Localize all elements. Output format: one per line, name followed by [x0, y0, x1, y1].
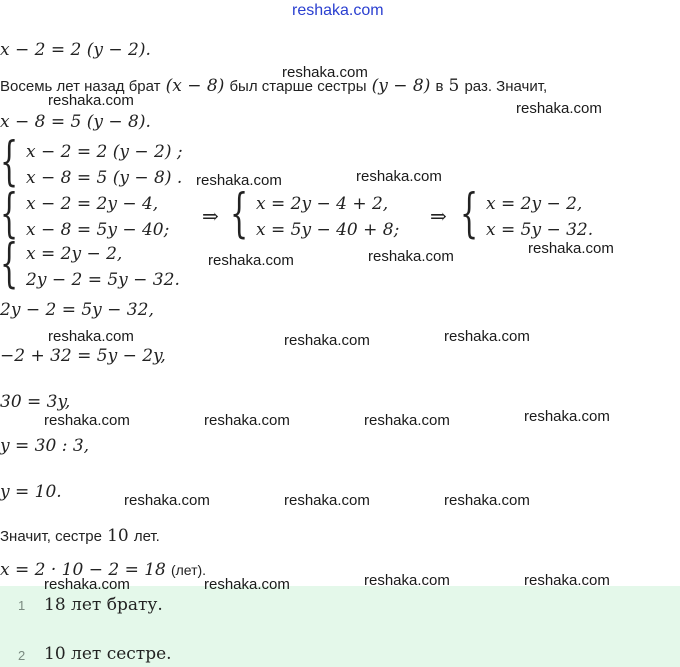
step-3: 30 = 3y, [0, 392, 71, 412]
system-3-line-2: x = 5y − 40 + 8; [256, 220, 400, 240]
sentence-part-1: Восемь лет назад брат [0, 78, 161, 95]
system-1-line-2: x − 8 = 5 (y − 8) . [26, 168, 183, 188]
system-3-line-1: x = 2y − 4 + 2, [256, 194, 389, 214]
system-5-line-2: 2y − 2 = 5y − 32. [26, 270, 180, 290]
system-1-brace: { [0, 132, 19, 192]
final-eq: x = 2 · 10 − 2 = 18 [0, 560, 166, 580]
conclusion-text: Значит, сестре [0, 528, 102, 545]
system-4-line-1: x = 2y − 2, [486, 194, 583, 214]
watermark: reshaka.com [44, 412, 130, 429]
site-link[interactable]: reshaka.com [292, 2, 384, 19]
system-5-brace: { [0, 234, 19, 294]
watermark: reshaka.com [368, 248, 454, 265]
conclusion [0, 526, 160, 546]
watermark: reshaka.com [524, 408, 610, 425]
watermark: reshaka.com [364, 572, 450, 589]
watermark: reshaka.com [48, 92, 134, 109]
watermark: reshaka.com [204, 576, 290, 593]
equation-2: x − 8 = 5 (y − 8). [0, 112, 151, 132]
watermark: reshaka.com [196, 172, 282, 189]
equation-1: x − 2 = 2 (y − 2). [0, 40, 151, 60]
sentence-part-4: раз. Значит, [464, 78, 548, 95]
watermark: reshaka.com [284, 332, 370, 349]
watermark: reshaka.com [528, 240, 614, 257]
watermark: reshaka.com [444, 492, 530, 509]
system-4-brace: { [460, 184, 479, 244]
watermark: reshaka.com [364, 412, 450, 429]
watermark: reshaka.com [356, 168, 442, 185]
sentence-math-2: (y − 8) [371, 76, 431, 96]
system-2-line-1: x − 2 = 2y − 4, [26, 194, 159, 214]
system-5-line-1: x = 2y − 2, [26, 244, 123, 264]
final-unit: (лет). [170, 562, 207, 578]
step-4: y = 30 : 3, [0, 436, 90, 456]
step-2: −2 + 32 = 5y − 2y, [0, 346, 166, 366]
watermark: reshaka.com [444, 328, 530, 345]
system-1-line-1: x − 2 = 2 (y − 2) ; [26, 142, 183, 162]
watermark: reshaka.com [48, 328, 134, 345]
system-2-line-2: x − 8 = 5y − 40; [26, 220, 170, 240]
watermark: reshaka.com [208, 252, 294, 269]
step-5: y = 10. [0, 482, 62, 502]
sentence-part-2: был старше сестры [229, 78, 367, 95]
implies-arrow-2: ⇒ [430, 204, 447, 228]
answer-1-index: 1 [18, 598, 26, 613]
system-2-brace: { [0, 184, 19, 244]
answer-2-index: 2 [18, 648, 26, 663]
sentence-number: 5 [448, 76, 460, 96]
watermark: reshaka.com [44, 576, 130, 593]
watermark: reshaka.com [284, 492, 370, 509]
step-1: 2y − 2 = 5y − 32, [0, 300, 154, 320]
sentence-part-3: в [435, 78, 444, 95]
implies-arrow-1: ⇒ [202, 204, 219, 228]
conclusion-number: 10 [107, 526, 129, 546]
answer-2-text: 10 лет сестре. [44, 644, 172, 664]
watermark: reshaka.com [282, 64, 368, 81]
watermark: reshaka.com [516, 100, 602, 117]
system-3-brace: { [230, 184, 249, 244]
watermark: reshaka.com [204, 412, 290, 429]
conclusion-unit: лет. [133, 528, 160, 545]
system-4-line-2: x = 5y − 32. [486, 220, 594, 240]
sentence-math-1: (x − 8) [165, 76, 225, 96]
watermark: reshaka.com [524, 572, 610, 589]
watermark: reshaka.com [124, 492, 210, 509]
answer-1-text: 18 лет брату. [44, 595, 163, 615]
